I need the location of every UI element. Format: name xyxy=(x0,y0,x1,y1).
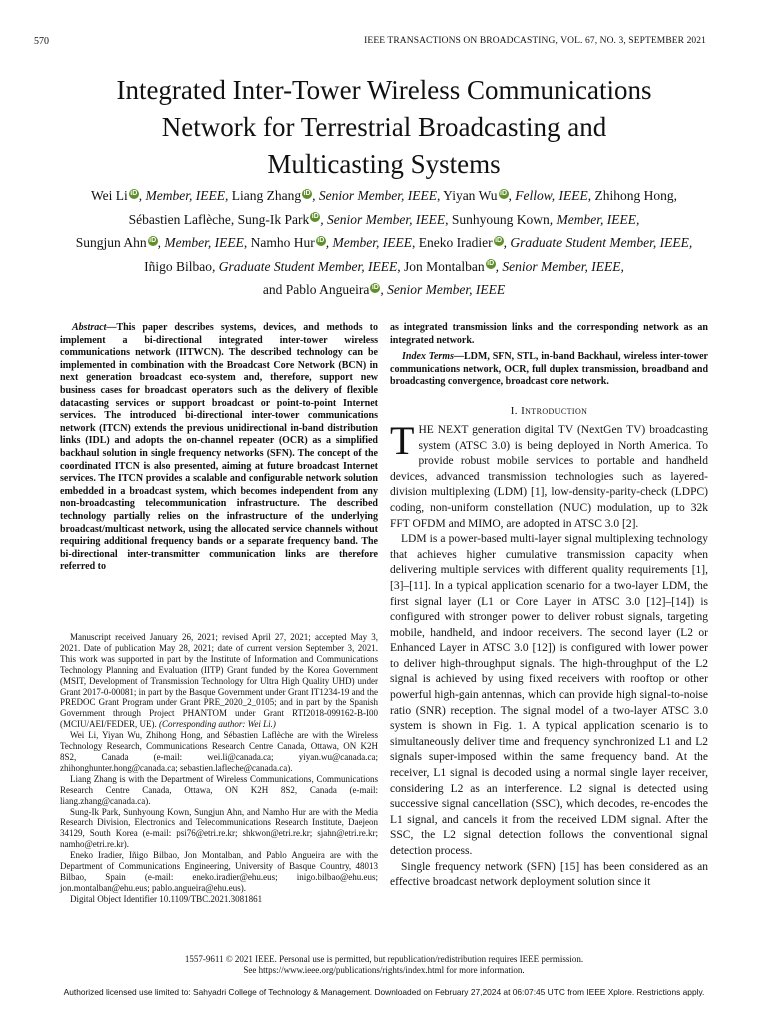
author-line xyxy=(30,208,738,232)
footnote-paragraph: Eneko Iradier, Iñigo Bilbao, Jon Montalban, and Pablo Angueira are with the Department of Communications Engineering, University of Basque Country, 48013 Bilbao, Spain (e-mail: eneko.iradier@ehu.eus; inigo.bilbao@ehu.eus; jon.montalban@ehu.eus; pablo.angueira@ehu.eus). xyxy=(60,850,378,893)
author-role: , Senior Member, IEEE, xyxy=(495,258,624,274)
author-role: , Member, IEEE xyxy=(138,188,225,203)
author-name: , Liang Zhang xyxy=(224,188,302,203)
author-name: Wei Li xyxy=(90,188,128,203)
orcid-icon[interactable]: iD xyxy=(130,189,138,197)
orcid-icon[interactable]: iD xyxy=(149,236,157,244)
abstract-label: Abstract xyxy=(72,322,107,333)
author-name: , Yiyan Wu xyxy=(436,188,498,203)
orcid-icon[interactable]: iD xyxy=(371,283,379,291)
title-line: Integrated Inter-Tower Wireless Communications xyxy=(116,75,652,105)
index-terms-text: —LDM, SFN, STL, in-band Backhaul, wireless inter-tower communications network, OCR, full duplex transmission, broadband and broadcasting convergence, broadcast core network. xyxy=(390,351,708,388)
title-line: Multicasting Systems xyxy=(267,149,501,179)
orcid-icon[interactable]: iD xyxy=(311,213,319,220)
intro-paragraph: Single frequency network (SFN) [15] has been considered as an effective broadcast network deployment solution since it xyxy=(390,860,708,889)
right-column xyxy=(390,322,708,891)
footnote-paragraph: Wei Li, Yiyan Wu, Zhihong Hong, and Sébastien Laflèche are with the Wireless Technology Research, Communications Research Centre Canada, Ottawa, ON K2H 8S2, Canada (e-mail: wei.li@canada.ca; yiyan.wu@canada.ca; zhihonghunter.hong@canada.ca; sebastien.lafleche@canada.ca). xyxy=(60,730,378,773)
abstract xyxy=(60,322,378,574)
author-role: , Senior Member, IEEE xyxy=(380,282,506,297)
author-line xyxy=(30,184,738,208)
author-role: , Graduate Student Member, IEEE, xyxy=(503,235,693,250)
orcid-icon[interactable]: iD xyxy=(495,236,503,244)
doi[interactable]: Digital Object Identifier 10.1109/TBC.2021.3081861 xyxy=(70,893,263,904)
author-role: , Member, IEEE, xyxy=(549,211,640,227)
orcid-icon[interactable]: iD xyxy=(487,260,495,267)
corresponding-author: (Corresponding author: Wei Li.) xyxy=(156,719,276,730)
author-line xyxy=(30,231,738,255)
author-name: , Zhihong Hong, xyxy=(587,188,678,203)
author-name: Sébastien Laflèche, Sung-Ik Park xyxy=(128,211,310,227)
index-terms-label: Index Terms xyxy=(402,351,454,363)
footnote-paragraph xyxy=(60,632,378,730)
author-role: , Graduate Student Member, IEEE xyxy=(212,258,398,274)
orcid-icon[interactable]: iD xyxy=(500,189,508,197)
index-terms xyxy=(390,351,708,389)
abstract-continuation: as integrated transmission links and the corresponding network as an integrated network. xyxy=(390,322,708,346)
author-line xyxy=(30,255,738,279)
intro-paragraph xyxy=(390,417,708,532)
author-role: , Senior Member, IEEE xyxy=(320,211,446,227)
paragraph-text: HE NEXT generation digital TV (NextGen TV) broadcasting system (ATSC 3.0) is being deployed in North America. To provide robust mobile services to portable and handheld devices, advanced transmission technologies such as layered-division multiplexing (LDM) [1], low-density-parity-check (LDPC) coding, non-uniform constellation (NUC) modulation, up to 32k FFT OFDM and MIMO, are adopted in ATSC 3.0 [2]. xyxy=(390,423,708,530)
title-line: Network for Terrestrial Broadcasting and xyxy=(161,112,607,142)
author-name: , Namho Hur xyxy=(243,235,315,250)
intro-paragraph: LDM is a power-based multi-layer signal multiplexing technology that achieves higher cumulative transmission capacity when delivering multiple services with different quality requirements [1], [3]–[11]. In a typical application scenario for a two-layer LDM, the first signal layer (L1 or Core Layer in ATSC 3.0 [12]–[14]) is configured with stronger power to deliver robust signals, targeting mobile, handheld, and indoor receivers. The second layer (L2 or Enhanced Layer in ATSC 3.0 [12]) is configured with lower power to deliver high-throughput signals. The high-throughput of the L2 signal is achieved by using fixed receivers with rooftop or other powerful high-gain antennas, which can provide high signal-to-noise ratio (SNR) reception. The signal model of a two-layer ATSC 3.0 system is shown in Fig. 1. A typical application scenario is to simultaneously deliver time and frequency synchronized L1 and L2 signals super-imposed within the same frequency band. At the receiver, L1 signal is decoded using a normal single layer receiver, considering L2 as an interference. L2 signal is detected using successive signal cancellation (SSC), which decodes, re-encodes the L1 signal, and cancels it from the received LDM signal. After the SSC, the L2 signal detection follows the conventional signal detection process. xyxy=(390,533,708,857)
orcid-icon[interactable]: iD xyxy=(303,189,311,197)
orcid-icon[interactable]: iD xyxy=(317,236,325,244)
footnote-paragraph: Sung-Ik Park, Sunhyoung Kown, Sungjun Ahn, and Namho Hur are with the Media Research Division, Electronics and Telecommunications Research Institute, Daejeon 34129, South Korea (e-mail: psi76@etri.re.kr; shkwon@etri.re.kr; sjahn@etri.re.kr; namho@etri.re.kr). xyxy=(60,806,378,850)
section-title: Introduction xyxy=(521,404,588,417)
author-line xyxy=(30,278,738,302)
author-role: , Member, IEEE xyxy=(325,235,413,250)
footnote-paragraph: Liang Zhang is with the Department of Wireless Communications, Communications Research Centre Canada, Ottawa, ON K2H 8S2, Canada (e-mail: liang.zhang@canada.ca). xyxy=(60,773,378,806)
author-name: , Eneko Iradier xyxy=(412,235,493,250)
author-role: , Senior Member, IEEE xyxy=(312,188,437,203)
author-name: , Jon Montalban xyxy=(397,258,485,274)
section-number: I. xyxy=(510,404,522,417)
authorized-use-notice: Authorized licensed use limited to: Sahyadri College of Technology & Management. Downloaded on February 27,2024 at 06:07:45 UTC from IEEE Xplore. Restrictions apply. xyxy=(63,987,705,997)
author-name: and Pablo Angueira xyxy=(262,282,370,297)
author-role: , Fellow, IEEE xyxy=(508,188,588,203)
page-number: 570 xyxy=(34,36,49,47)
drop-cap: T xyxy=(390,417,415,463)
footnote xyxy=(60,632,378,905)
author-name: , Sunhyoung Kown xyxy=(445,211,550,227)
left-column xyxy=(60,322,378,574)
author-name: Sungjun Ahn xyxy=(75,235,147,250)
running-head: IEEE TRANSACTIONS ON BROADCASTING, VOL. 67, NO. 3, SEPTEMBER 2021 xyxy=(364,36,706,46)
paper-title xyxy=(60,72,708,183)
author-name: Iñigo Bilbao xyxy=(144,258,213,274)
author-list xyxy=(30,184,738,302)
abstract-text: —This paper describes systems, devices, and methods to implement a bi-directional integrated inter-tower wireless communications network (IITWCN). The described technology can be implemented in combination with the Broadcast Core Network (BCN) in next generation broadcast eco-system and, therefore, support new business cases for broadcast operators such as the delivery of flexible datacasting services or support broadcast or point-to-point Internet services. The introduced bi-directional inter-tower communications network (ITCN) extends the previous unidirectional in-band distribution links (IDL) and adopts the on-channel repeater (OCR) as a simplified backhaul solution in single frequency networks (SFN). The concept of the coordinated ITCN is also presented, aiming at future broadcast Internet services. The ITCN provides a scalable and configurable network solution embedded in a broadcast system, which becomes independent from any non-broadcasting telecommunication infrastructure. The described technology partially relies on the infrastructure of the underlying broadcast/multicast network, using the allocated service channels without requiring additional frequency bands or a separate frequency band. The bi-directional inter-transmitter communication links are therefore referred to xyxy=(60,322,378,573)
copyright-line: 1557-9611 © 2021 IEEE. Personal use is permitted, but republication/redistribution requires IEEE permission. xyxy=(184,954,584,964)
author-role: , Member, IEEE xyxy=(157,235,244,250)
section-heading xyxy=(390,405,708,417)
footnote-text: Manuscript received January 26, 2021; revised April 27, 2021; accepted May 3, 2021. Date of publication May 28, 2021; date of current version September 3, 2021. This work was supported in part by the Institute of Information and Communications Technology Planning and Evaluation (IITP) Grant funded by the Korea Government (MSIT, Development of Transmission Technology for Ultra High Quality UHD) under Grant 2017-0-00081; in part by the Basque Government under Grant IT1234-19 and the PREDOC Grant Program under Grant PRE_2020_2_0105; and in part by the Spanish Government through Project PHANTOM under Grant RTI2018-099162-B-I00 (MCIU/AEI/FEDER, UE). xyxy=(60,632,378,730)
copyright-notice xyxy=(0,954,768,976)
copyright-link[interactable]: See https://www.ieee.org/publications/rights/index.html for more information. xyxy=(243,965,525,975)
